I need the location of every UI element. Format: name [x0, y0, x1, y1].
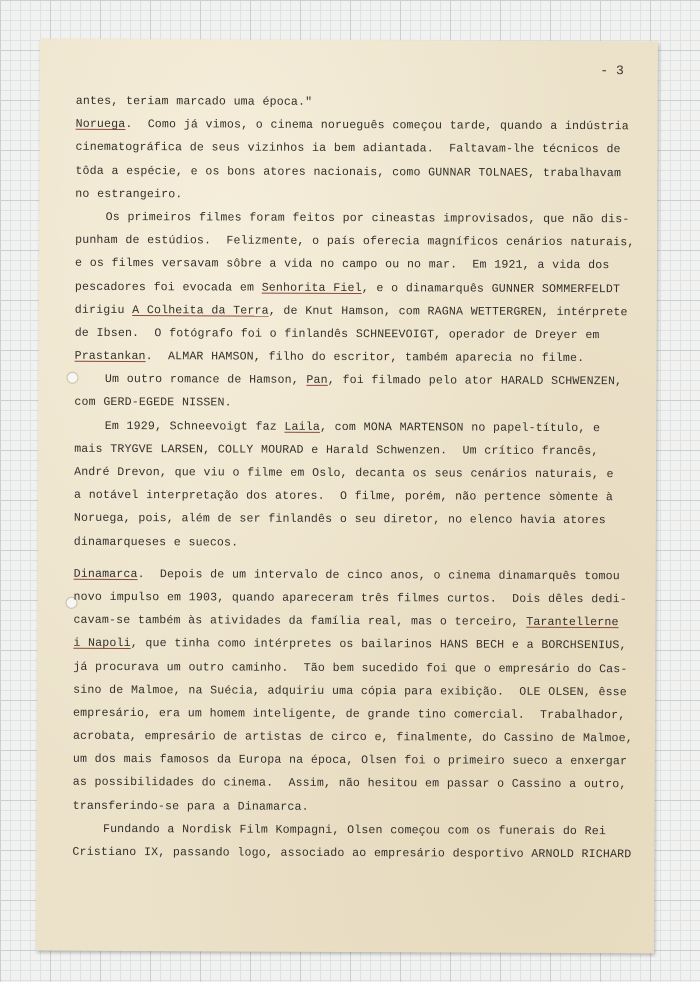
text-run: Noruega, pois, além de ser finlandês o seu diretor, no elenco havia atores [73, 512, 606, 528]
text-run: a notável interpretação dos atores. O filme, porém, não pertence sòmente à [73, 488, 614, 505]
text-run: , foi filmado pelo ator HARALD SCHWENZEN, [327, 374, 623, 389]
text-line [73, 655, 639, 681]
underlined-title: Laila [284, 420, 321, 434]
text-run: . ALMAR HAMSON, filho do escritor, também aparecia no filme. [145, 350, 585, 366]
text-run: Os primeiros filmes foram feitos por cineastas improvisados, que não dis- [75, 210, 630, 227]
text-line [75, 298, 641, 324]
text-run: , e o dinamarquês GUNNER SOMMERFELDT [361, 281, 621, 296]
underlined-title: Dinamarca [73, 567, 138, 581]
underlined-title: Senhorita Fiel [261, 281, 362, 295]
page-number: - 3 [600, 63, 624, 79]
text-run: . Como já vimos, o cinema norueguês começou tarde, quando a indústria [125, 118, 629, 134]
text-run: e os filmes versavam sôbre a vida no campo ou no mar. Em 1921, a vida dos [74, 257, 610, 273]
text-line [73, 632, 639, 658]
text-run: cavam-se também às atividades da família real, mas o terceiro, [73, 613, 527, 629]
text-line [74, 507, 640, 533]
text-run: no estrangeiro. [75, 187, 183, 202]
typewritten-page [36, 39, 658, 954]
text-run: , que tinha como intérpretes os bailarinos HANS BECH e a BORCHSENIUS, [130, 637, 627, 653]
text-run: acrobata, empresário de artistas de circo e, finalmente, do Cassino de Malmoe, [72, 729, 633, 746]
text-run: punham de estúdios. Felizmente, o país oferecia magníficos cenários naturais, [75, 233, 635, 250]
text-line [76, 90, 642, 116]
text-run: mais TRYGVE LARSEN, COLLY MOURAD e Harald Schwenzen. Um crítico francês, [74, 442, 599, 458]
text-run: dirigiu [74, 303, 133, 317]
text-line [74, 530, 640, 556]
text-run: as possibilidades do cinema. Assim, não hesitou em passar o Cassino a outro, [72, 776, 627, 792]
text-line [72, 818, 638, 844]
text-run: com GERD-EGEDE NISSEN. [74, 396, 232, 410]
text-line [75, 206, 641, 232]
text-run: Um outro romance de Hamson, [74, 373, 307, 388]
text-run: sino de Malmoe, na Suécia, adquiriu uma cópia para exibição. OLE OLSEN, êsse [73, 683, 627, 699]
text-line [75, 159, 641, 185]
text-line [73, 771, 639, 797]
text-line [75, 136, 641, 162]
text-run: novo impulso em 1903, quando apareceram três filmes curtos. Dois dêles dedi- [73, 590, 627, 607]
text-line [75, 322, 641, 348]
text-line [73, 609, 639, 635]
text-run: Fundando a Nordisk Film Kompagni, Olsen começou com os funerais do Rei [72, 822, 607, 838]
underlined-title: Tarantellerne [526, 615, 619, 630]
text-run: , de Knut Hamson, com RAGNA WETTERGREN, intérprete [268, 304, 628, 319]
text-run: empresário, era um homem inteligente, de grande tino comercial. Trabalhador, [73, 706, 626, 723]
text-run: um dos mais famosos da Europa na época, Olsen foi o primeiro sueco a enxergar [72, 753, 628, 769]
text-line [74, 368, 640, 394]
text-line [74, 391, 640, 417]
text-run: dinamarqueses e suecos. [73, 535, 239, 550]
underlined-title: Noruega [75, 117, 126, 132]
text-run: Cristiano IX, passando logo, associado ao empresário desportivo ARNOLD RICHARD [72, 845, 632, 862]
text-line [73, 702, 639, 728]
text-run: pescadores foi evocada em [74, 280, 262, 295]
text-run: Em 1929, Schneevoigt faz [74, 419, 285, 434]
text-run: tôda a espécie, e os bons atores nacionais, como GUNNAR TOLNAES, trabalhavam [75, 164, 622, 180]
text-run: , com MONA MARTENSON no papel-título, e [319, 420, 601, 435]
underlined-title: Pan [306, 374, 328, 388]
text-line [75, 345, 641, 371]
text-run: cinematográfica de seus vizinhos ia bem adiantada. Faltavam-lhe técnicos de [75, 141, 621, 157]
text-line [72, 841, 638, 867]
text-line [74, 414, 640, 440]
text-line [75, 183, 641, 209]
text-line [75, 252, 641, 278]
text-run: . Depois de um intervalo de cinco anos, o cinema dinamarquês tomou [137, 567, 620, 583]
text-run: de Ibsen. O fotógrafo foi o finlandês SCHNEEVOIGT, operador de Dreyer em [74, 326, 600, 342]
text-line [76, 113, 642, 139]
text-run: já procurava um outro caminho. Tão bem sucedido foi que o empresário do Cas- [73, 660, 628, 676]
text-line [74, 438, 640, 464]
text-run: antes, teriam marcado uma época." [75, 94, 313, 109]
text-line [74, 563, 640, 589]
text-line [74, 586, 640, 612]
text-line [73, 678, 639, 704]
text-line [73, 748, 639, 774]
text-line [75, 229, 641, 255]
underlined-title: A Colheita da Terra [132, 303, 269, 318]
underlined-title: i Napoli [73, 637, 131, 651]
text-line [73, 794, 639, 820]
text-run: transferindo-se para a Dinamarca. [72, 799, 309, 814]
underlined-title: Prastankan [74, 349, 146, 364]
body-text [72, 90, 641, 867]
text-run: André Drevon, que viu o filme em Oslo, decanta os seus cenários naturais, e [74, 465, 614, 482]
text-line [73, 725, 639, 751]
text-line [74, 484, 640, 510]
text-line [75, 275, 641, 301]
text-line [74, 461, 640, 487]
